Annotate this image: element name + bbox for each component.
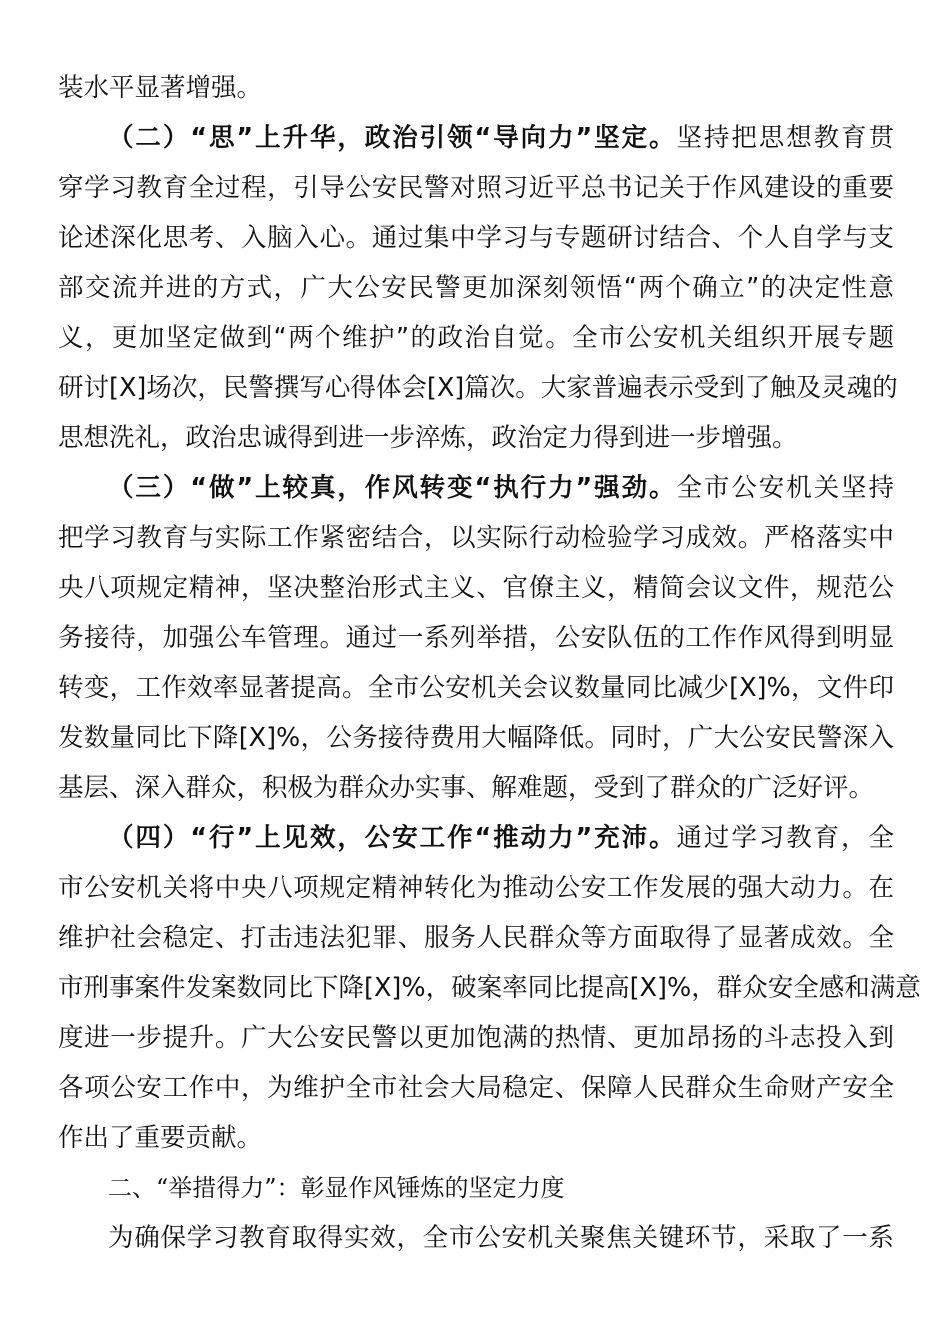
paragraph-line: 论述深化思考、入脑入心。通过集中学习与专题研讨结合、个人自学与支 bbox=[58, 223, 894, 253]
paragraph-line: 央八项规定精神，坚决整治形式主义、官僚主义，精简会议文件，规范公 bbox=[58, 573, 894, 603]
section-text: 通过学习教育，全 bbox=[676, 823, 894, 853]
paragraph-line: 研讨[X]场次，民警撰写心得体会[X]篇次。大家普遍表示受到了触及灵魂的 bbox=[58, 373, 898, 403]
paragraph-line: 作出了重要贡献。 bbox=[58, 1123, 263, 1153]
paragraph-line: 市刑事案件发案数同比下降[X]%，破案率同比提高[X]%，群众安全感和满意 bbox=[58, 973, 921, 1003]
paragraph-line: 维护社会稳定、打击违法犯罪、服务人民群众等方面取得了显著成效。全 bbox=[58, 923, 894, 953]
section-first-line bbox=[108, 463, 894, 513]
section-heading: 二、“举措得力”：彰显作风锤炼的坚定力度 bbox=[108, 1174, 565, 1202]
paragraph-line: 基层、深入群众，积极为群众办实事、解难题，受到了群众的广泛好评。 bbox=[58, 773, 875, 803]
paragraph-line: 装水平显著增强。 bbox=[58, 73, 263, 103]
section-title: （二）“思”上升华，政治引领“导向力”坚定。 bbox=[108, 123, 677, 153]
section-first-line bbox=[108, 813, 894, 863]
paragraph-line: 义，更加坚定做到“两个维护”的政治自觉。全市公安机关组织开展专题 bbox=[58, 323, 894, 353]
paragraph-line: 市公安机关将中央八项规定精神转化为推动公安工作发展的强大动力。在 bbox=[58, 873, 894, 903]
paragraph-line: 各项公安工作中，为维护全市社会大局稳定、保障人民群众生命财产安全 bbox=[58, 1073, 894, 1103]
section-title: （四）“行”上见效，公安工作“推动力”充沛。 bbox=[108, 823, 677, 853]
paragraph-line: 度进一步提升。广大公安民警以更加饱满的热情、更加昂扬的斗志投入到 bbox=[58, 1023, 894, 1053]
section-title: （三）“做”上较真，作风转变“执行力”强劲。 bbox=[108, 473, 677, 503]
paragraph-line: 务接待，加强公车管理。通过一系列举措，公安队伍的工作作风得到明显 bbox=[58, 623, 894, 653]
paragraph-line: 思想洗礼，政治忠诚得到进一步淬炼，政治定力得到进一步增强。 bbox=[58, 423, 798, 453]
section-text: 全市公安机关坚持 bbox=[676, 473, 894, 503]
paragraph-line: 穿学习教育全过程，引导公安民警对照习近平总书记关于作风建设的重要 bbox=[58, 173, 894, 203]
section-text: 坚持把思想教育贯 bbox=[676, 123, 894, 153]
paragraph-line: 发数量同比下降[X]%，公务接待费用大幅降低。同时，广大公安民警深入 bbox=[58, 723, 894, 753]
section-first-line bbox=[108, 113, 894, 163]
paragraph-line: 为确保学习教育取得实效，全市公安机关聚焦关键环节，采取了一系 bbox=[108, 1223, 894, 1253]
paragraph-line: 转变，工作效率显著提高。全市公安机关会议数量同比减少[X]%，文件印 bbox=[58, 673, 894, 703]
paragraph-line: 把学习教育与实际工作紧密结合，以实际行动检验学习成效。严格落实中 bbox=[58, 523, 894, 553]
paragraph-line: 部交流并进的方式，广大公安民警更加深刻领悟“两个确立”的决定性意 bbox=[58, 273, 894, 303]
